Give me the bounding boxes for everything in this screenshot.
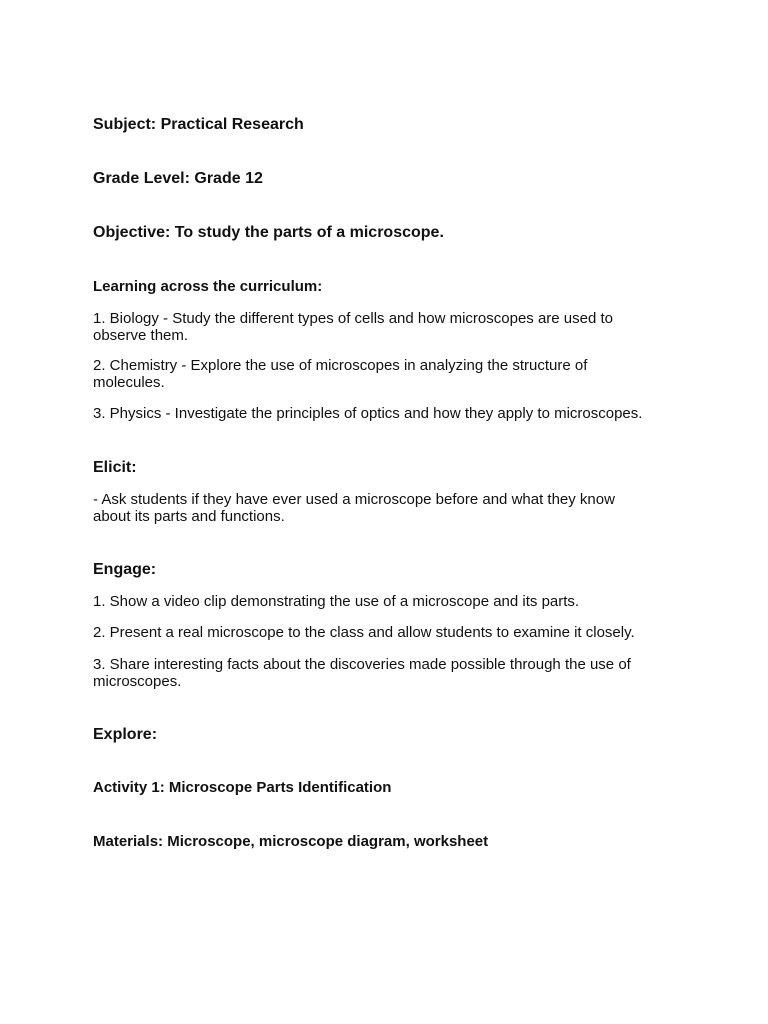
curriculum-item-1-line-1: 1. Biology - Study the different types of cells and how microscopes are used to [93, 310, 614, 327]
elicit-item-1-line-1: - Ask students if they have ever used a microscope before and what they know [93, 491, 615, 508]
curriculum-item-2-line-1: 2. Chemistry - Explore the use of microscopes in analyzing the structure of [93, 357, 588, 374]
elicit-heading: Elicit: [93, 459, 137, 476]
explore-heading: Explore: [93, 726, 158, 743]
engage-heading: Engage: [93, 561, 157, 578]
materials-line: Materials: Microscope, microscope diagram, worksheet [93, 833, 489, 850]
engage-item-1-line-1: 1. Show a video clip demonstrating the use of a microscope and its parts. [93, 593, 580, 610]
curriculum-item-3-line-1: 3. Physics - Investigate the principles of optics and how they apply to microscopes. [93, 405, 643, 422]
subject-line: Subject: Practical Research [93, 116, 304, 133]
engage-item-3-line-2: microscopes. [93, 673, 182, 690]
curriculum-item-1-line-2: observe them. [93, 327, 189, 344]
grade-level-line: Grade Level: Grade 12 [93, 170, 263, 187]
activity-title: Activity 1: Microscope Parts Identification [93, 779, 392, 796]
engage-item-3-line-1: 3. Share interesting facts about the discoveries made possible through the use of [93, 656, 631, 673]
curriculum-item-2-line-2: molecules. [93, 374, 165, 391]
engage-item-2-line-1: 2. Present a real microscope to the class and allow students to examine it closely. [93, 624, 635, 641]
elicit-item-1-line-2: about its parts and functions. [93, 508, 285, 525]
curriculum-heading: Learning across the curriculum: [93, 278, 323, 295]
objective-line: Objective: To study the parts of a microscope. [93, 224, 444, 241]
